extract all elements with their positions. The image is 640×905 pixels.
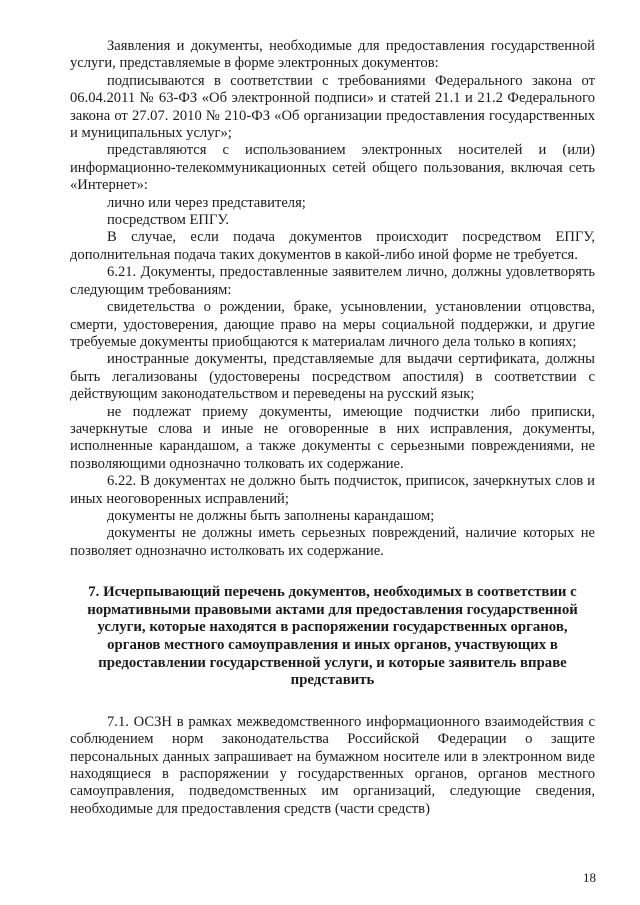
document-page [70, 38, 595, 818]
paragraph: 6.21. Документы, предоставленные заявителем лично, должны удовлетворять следующим требованиям: [70, 264, 595, 298]
paragraph: не подлежат приему документы, имеющие подчистки либо приписки, зачеркнутые слова и иные не оговоренные в них исправления, документы, исполненные карандашом, а также документы с серьезными повреждениями, не позволяющими однозначно толковать их содержание. [70, 403, 595, 472]
paragraph: В случае, если подача документов происходит посредством ЕПГУ, дополнительная подача таких документов в какой-либо иной форме не требуется. [70, 229, 595, 263]
paragraph: 7.1. ОСЗН в рамках межведомственного информационного взаимодействия с соблюдением норм законодательства Российской Федерации о защите персональных данных запрашивает на бумажном носителе или в электронном виде находящиеся в распоряжении у государственных органов, органов местного самоуправления, подведомственных им организаций, следующие сведения, необходимые для предоставления средств (части средств) [70, 713, 595, 817]
paragraph: Заявления и документы, необходимые для предоставления государственной услуги, представляемые в форме электронных документов: [70, 38, 595, 72]
paragraph: документы не должны иметь серьезных повреждений, наличие которых не позволяет однозначно истолковать их содержание. [70, 525, 595, 559]
paragraph: документы не должны быть заполнены карандашом; [107, 507, 435, 524]
paragraph: посредством ЕПГУ. [107, 212, 229, 229]
section-heading: 7. Исчерпывающий перечень документов, необходимых в соответствии с нормативными правовыми актами для предоставления государственной услуги, которые находятся в распоряжении государственных органов, органов местного самоуправления и иных органов, участвующих в предоставлении государственной услуги, и которые заявитель вправе представить [87, 584, 578, 689]
page-number: 18 [583, 870, 596, 885]
paragraph: 6.22. В документах не должно быть подчисток, приписок, зачеркнутых слов и иных неоговоренных исправлений; [70, 473, 595, 507]
paragraph: подписываются в соответствии с требованиями Федерального закона от 06.04.2011 № 63-ФЗ «Об электронной подписи» и статей 21.1 и 21.2 Федерального закона от 27.07. 2010 № 210-ФЗ «Об организации предоставления государственных и муниципальных услуг»; [70, 72, 595, 142]
paragraph: представляются с использованием электронных носителей и (или) информационно-телекоммуникационных сетей общего пользования, включая сеть «Интернет»: [70, 142, 595, 194]
paragraph: лично или через представителя; [107, 194, 306, 211]
paragraph: иностранные документы, представляемые для выдачи сертификата, должны быть легализованы (удостоверены посредством апостиля) в соответствии с действующим законодательством и переведены на русский язык; [70, 351, 595, 403]
paragraph: свидетельства о рождении, браке, усыновлении, установлении отцовства, смерти, удостоверения, дающие право на меры социальной поддержки, и другие требуемые документы приобщаются к материалам личного дела только в копиях; [70, 299, 595, 350]
